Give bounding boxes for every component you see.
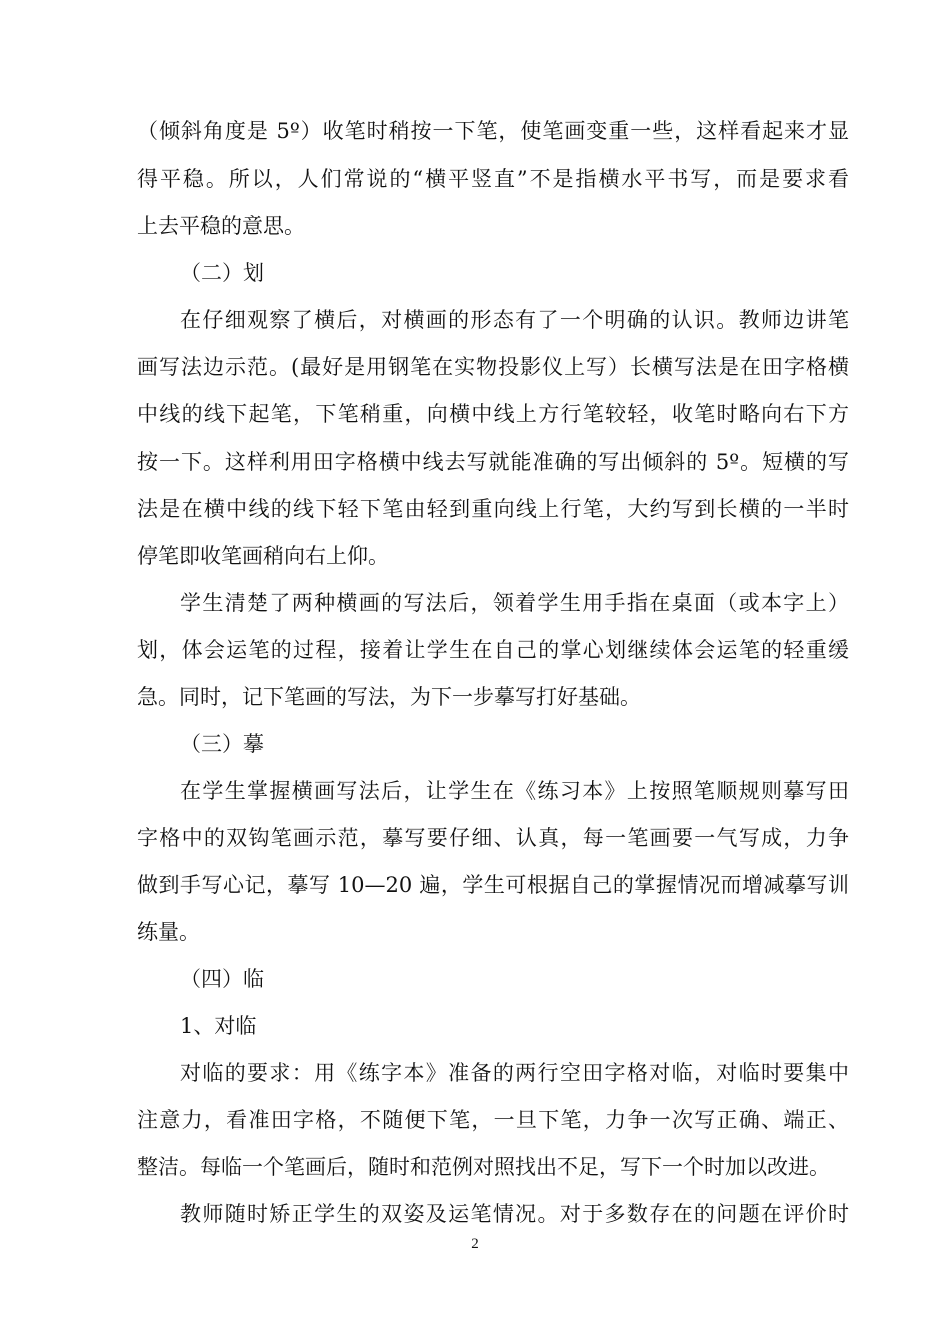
text-line: 停笔即收笔画稍向右上仰。 (137, 544, 389, 568)
text-line: 划，体会运笔的过程，接着让学生在自己的掌心划继续体会运笔的轻重缓 (137, 638, 849, 662)
text-line: 上去平稳的意思。 (137, 214, 305, 238)
section-heading: （三）摹 (180, 732, 264, 756)
text-line: 画写法边示范。(最好是用钢笔在实物投影仪上写）长横写法是在田字格横 (137, 355, 849, 379)
paragraph-first-line: 在仔细观察了横后，对横画的形态有了一个明确的认识。教师边讲笔 (180, 308, 849, 332)
section-heading: （二）划 (180, 261, 264, 285)
text-line: 整洁。每临一个笔画后，随时和范例对照找出不足，写下一个时加以改进。 (137, 1155, 830, 1179)
page-number: 2 (471, 1236, 479, 1252)
text-line: 练量。 (137, 920, 200, 944)
subsection-heading: 1、对临 (180, 1014, 257, 1038)
text-line: 急。同时，记下笔画的写法，为下一步摹写打好基础。 (137, 685, 641, 709)
section-heading: （四）临 (180, 967, 264, 991)
paragraph-first-line: 对临的要求：用《练字本》准备的两行空田字格对临，对临时要集中 (180, 1061, 849, 1085)
text-line: 法是在横中线的线下轻下笔由轻到重向线上行笔，大约写到长横的一半时 (137, 497, 849, 521)
paragraph-first-line: 教师随时矫正学生的双姿及运笔情况。对于多数存在的问题在评价时 (180, 1202, 849, 1226)
paragraph-first-line: 在学生掌握横画写法后，让学生在《练习本》上按照笔顺规则摹写田 (180, 779, 849, 803)
text-line: 按一下。这样利用田字格横中线去写就能准确的写出倾斜的 5º。短横的写 (137, 450, 849, 474)
text-line: 中线的线下起笔，下笔稍重，向横中线上方行笔较轻，收笔时略向右下方 (137, 402, 849, 426)
text-line: 得平稳。所以，人们常说的“横平竖直”不是指横水平书写，而是要求看 (137, 167, 849, 191)
text-line: 做到手写心记，摹写 10—20 遍，学生可根据自己的掌握情况而增减摹写训 (137, 873, 849, 897)
paragraph-first-line: 学生清楚了两种横画的写法后，领着学生用手指在桌面（或本字上） (180, 591, 849, 615)
text-line: 注意力，看准田字格，不随便下笔，一旦下笔，力争一次写正确、端正、 (137, 1108, 849, 1132)
text-line: 字格中的双钩笔画示范，摹写要仔细、认真，每一笔画要一气写成，力争 (137, 826, 849, 850)
text-line: （倾斜角度是 5º）收笔时稍按一下笔，使笔画变重一些，这样看起来才显 (137, 119, 849, 143)
